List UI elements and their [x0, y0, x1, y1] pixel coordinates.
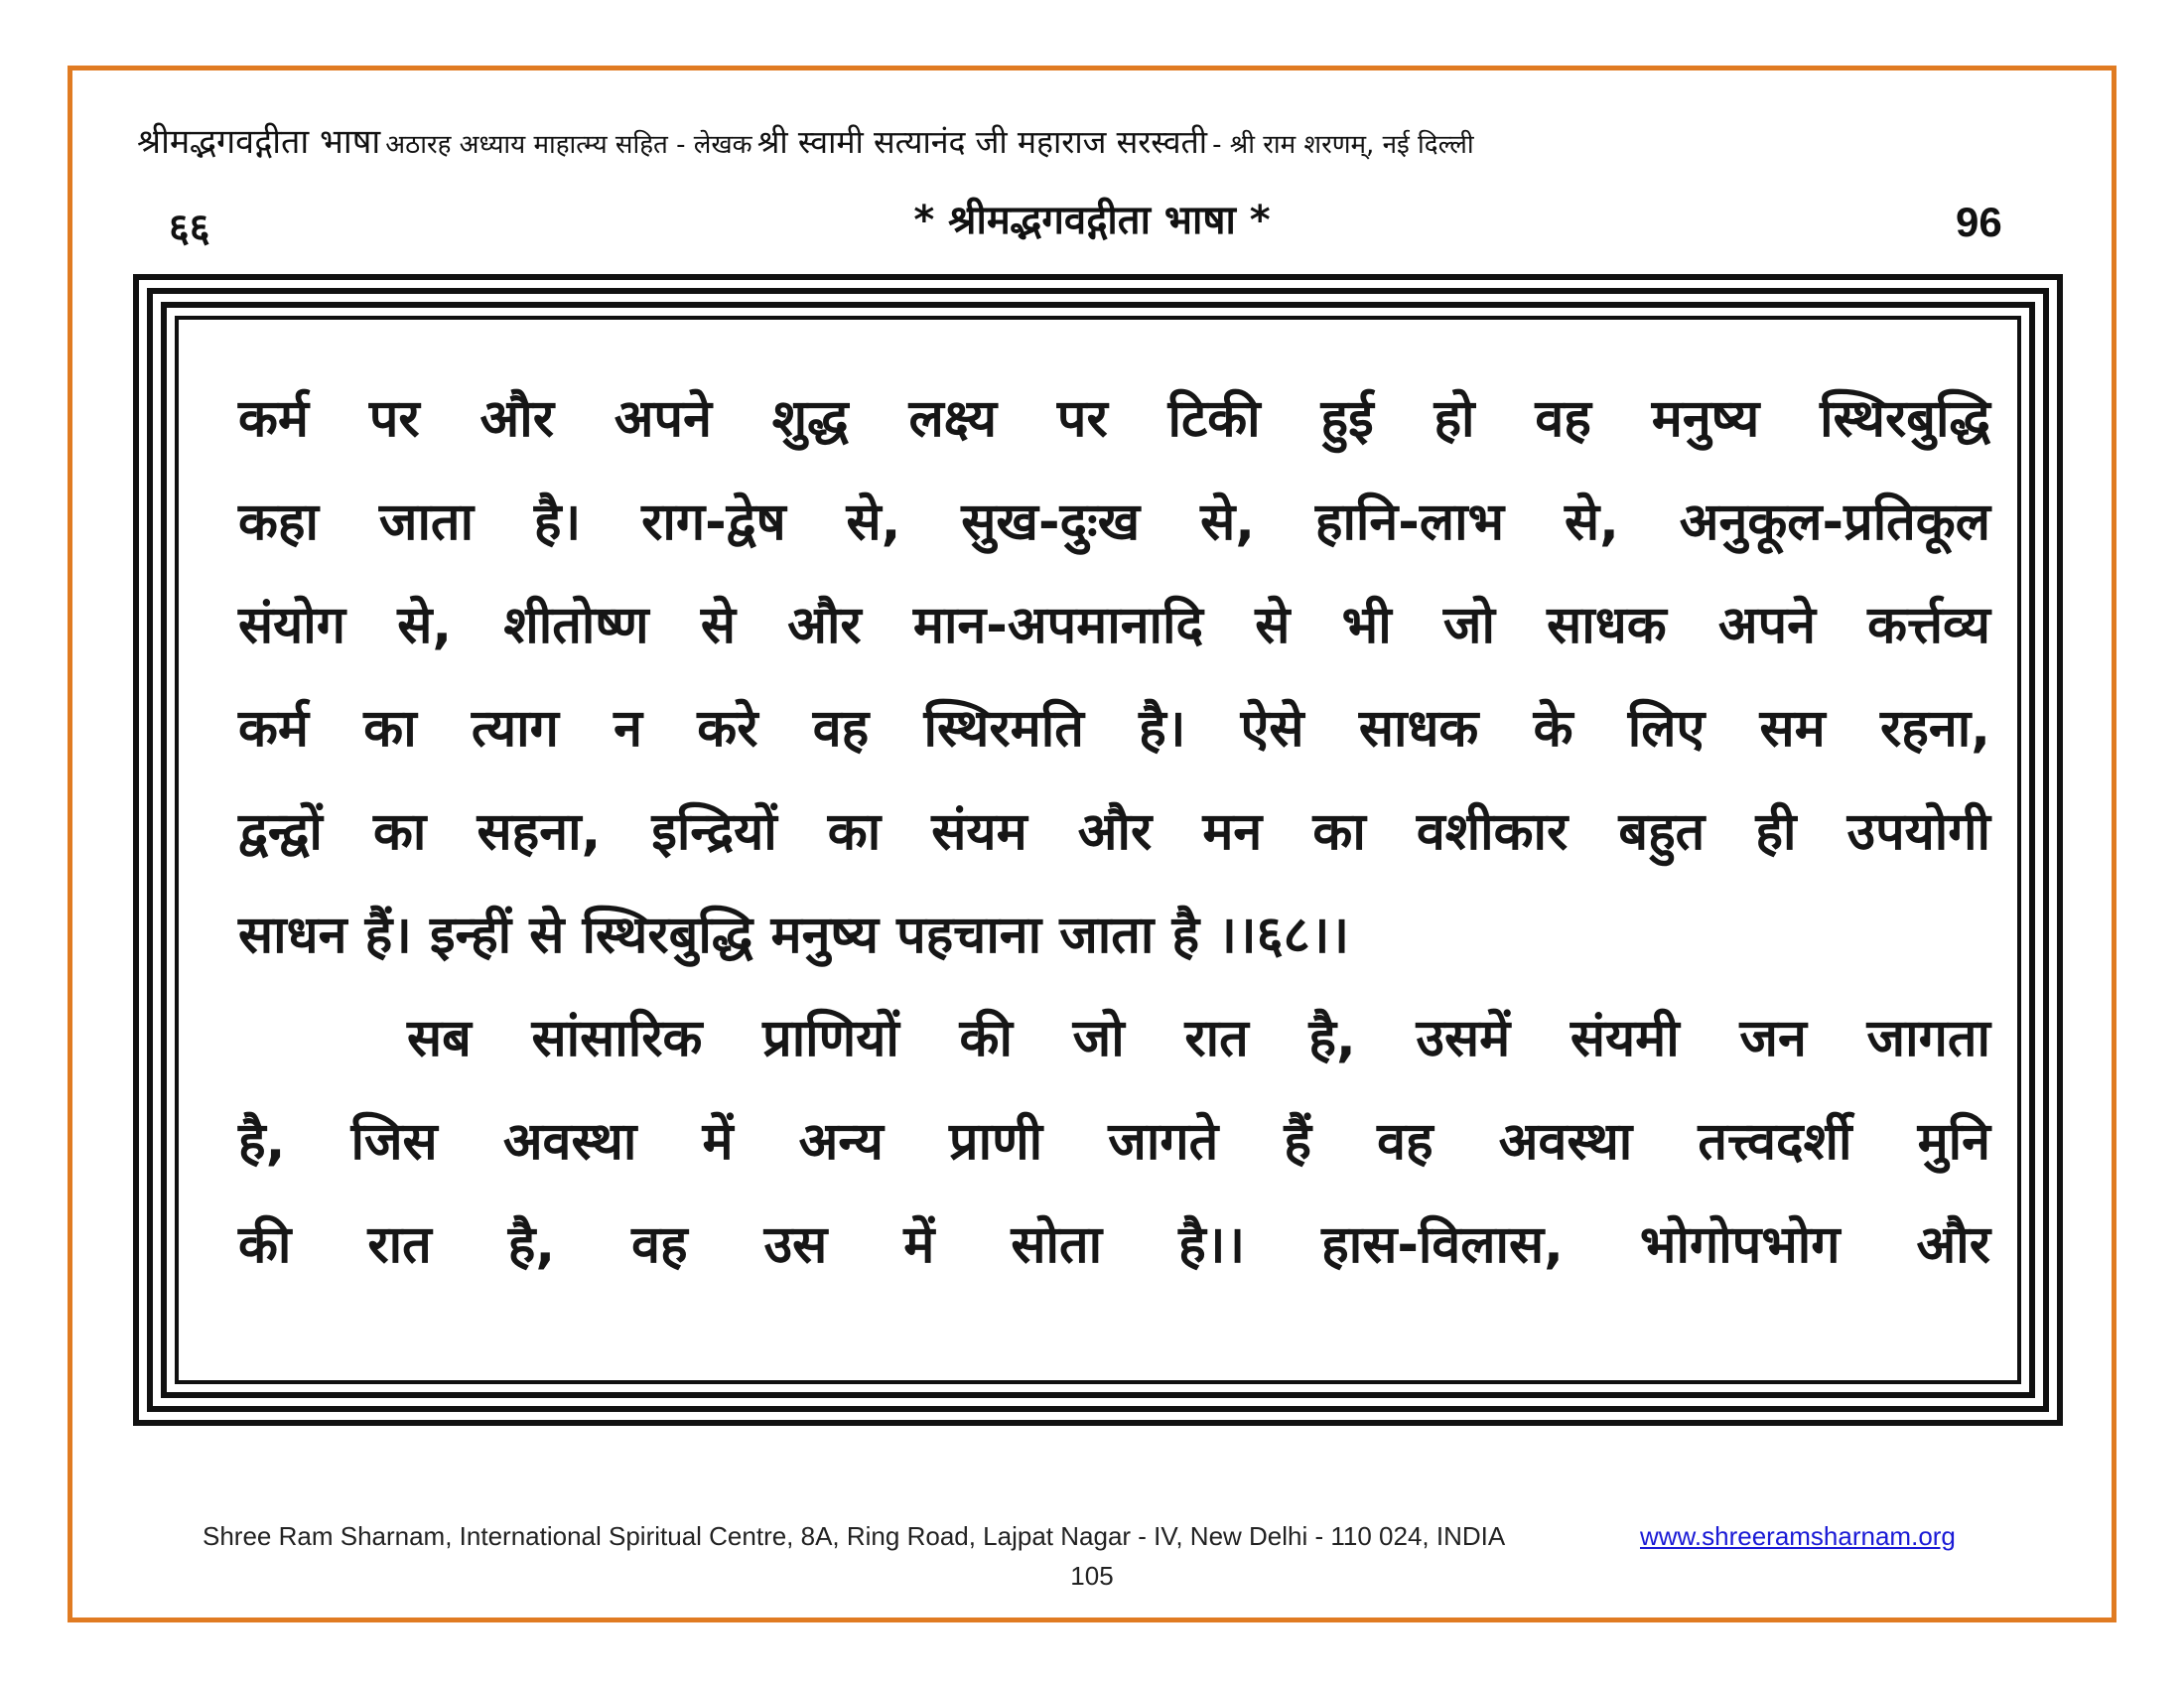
header-subtitle: अठारह अध्याय माहात्म्य सहित - लेखक [385, 130, 752, 160]
text-line: कर्म का त्याग न करे वह स्थिरमति है। ऐसे साधक के लिए सम रहना, [238, 699, 1990, 759]
header-author: श्री स्वामी सत्यानंद जी महाराज सरस्वती [756, 123, 1208, 161]
text-line: की रात है, वह उस में सोता है।। हास-विलास, भोगोपभोग और [238, 1215, 1990, 1275]
scripture-text [238, 367, 1990, 1297]
text-line: संयोग से, शीतोष्ण से और मान-अपमानादि से भी जो साधक अपने कर्त्तव्य [238, 596, 1990, 655]
website-link[interactable]: www.shreeramsharnam.org [1640, 1521, 1956, 1551]
frame-ring [147, 288, 2049, 1412]
page-number-devanagari: ६६ [169, 206, 210, 251]
book-title: श्रीमद्भगवद्गीता भाषा [137, 122, 381, 162]
footer-page-number: 105 [1070, 1561, 1114, 1591]
footer-address: Shree Ram Sharnam, International Spiritual Centre, 8A, Ring Road, Lajpat Nagar - IV, New Delhi - 110 024, INDIA [203, 1521, 1506, 1551]
text-box-frame [133, 274, 2063, 1426]
text-line: साधन हैं। इन्हीं से स्थिरबुद्धि मनुष्य पहचाना जाता है ।।६८।। [238, 906, 1350, 965]
text-line: कर्म पर और अपने शुद्ध लक्ष्य पर टिकी हुई हो वह मनुष्य स्थिरबुद्धि [238, 389, 1990, 449]
header-publisher: - श्री राम शरणम्, नई दिल्ली [1212, 130, 1474, 160]
page-header [137, 117, 2063, 163]
text-line: है, जिस अवस्था में अन्य प्राणी जागते हैं वह अवस्था तत्त्वदर्शी मुनि [238, 1112, 1990, 1172]
page-number-arabic: 96 [1956, 199, 2002, 245]
text-line: सब सांसारिक प्राणियों की जो रात है, उसमें संयमी जन जागता [407, 1009, 1990, 1068]
text-line: द्वन्द्वों का सहना, इन्द्रियों का संयम और मन का वशीकार बहुत ही उपयोगी [238, 802, 1990, 862]
running-title: * श्रीमद्भगवद्गीता भाषा * [913, 198, 1271, 243]
frame-ring [175, 316, 2021, 1384]
text-line: कहा जाता है। राग-द्वेष से, सुख-दुःख से, हानि-लाभ से, अनुकूल-प्रतिकूल [238, 492, 1990, 552]
frame-ring [161, 302, 2035, 1398]
